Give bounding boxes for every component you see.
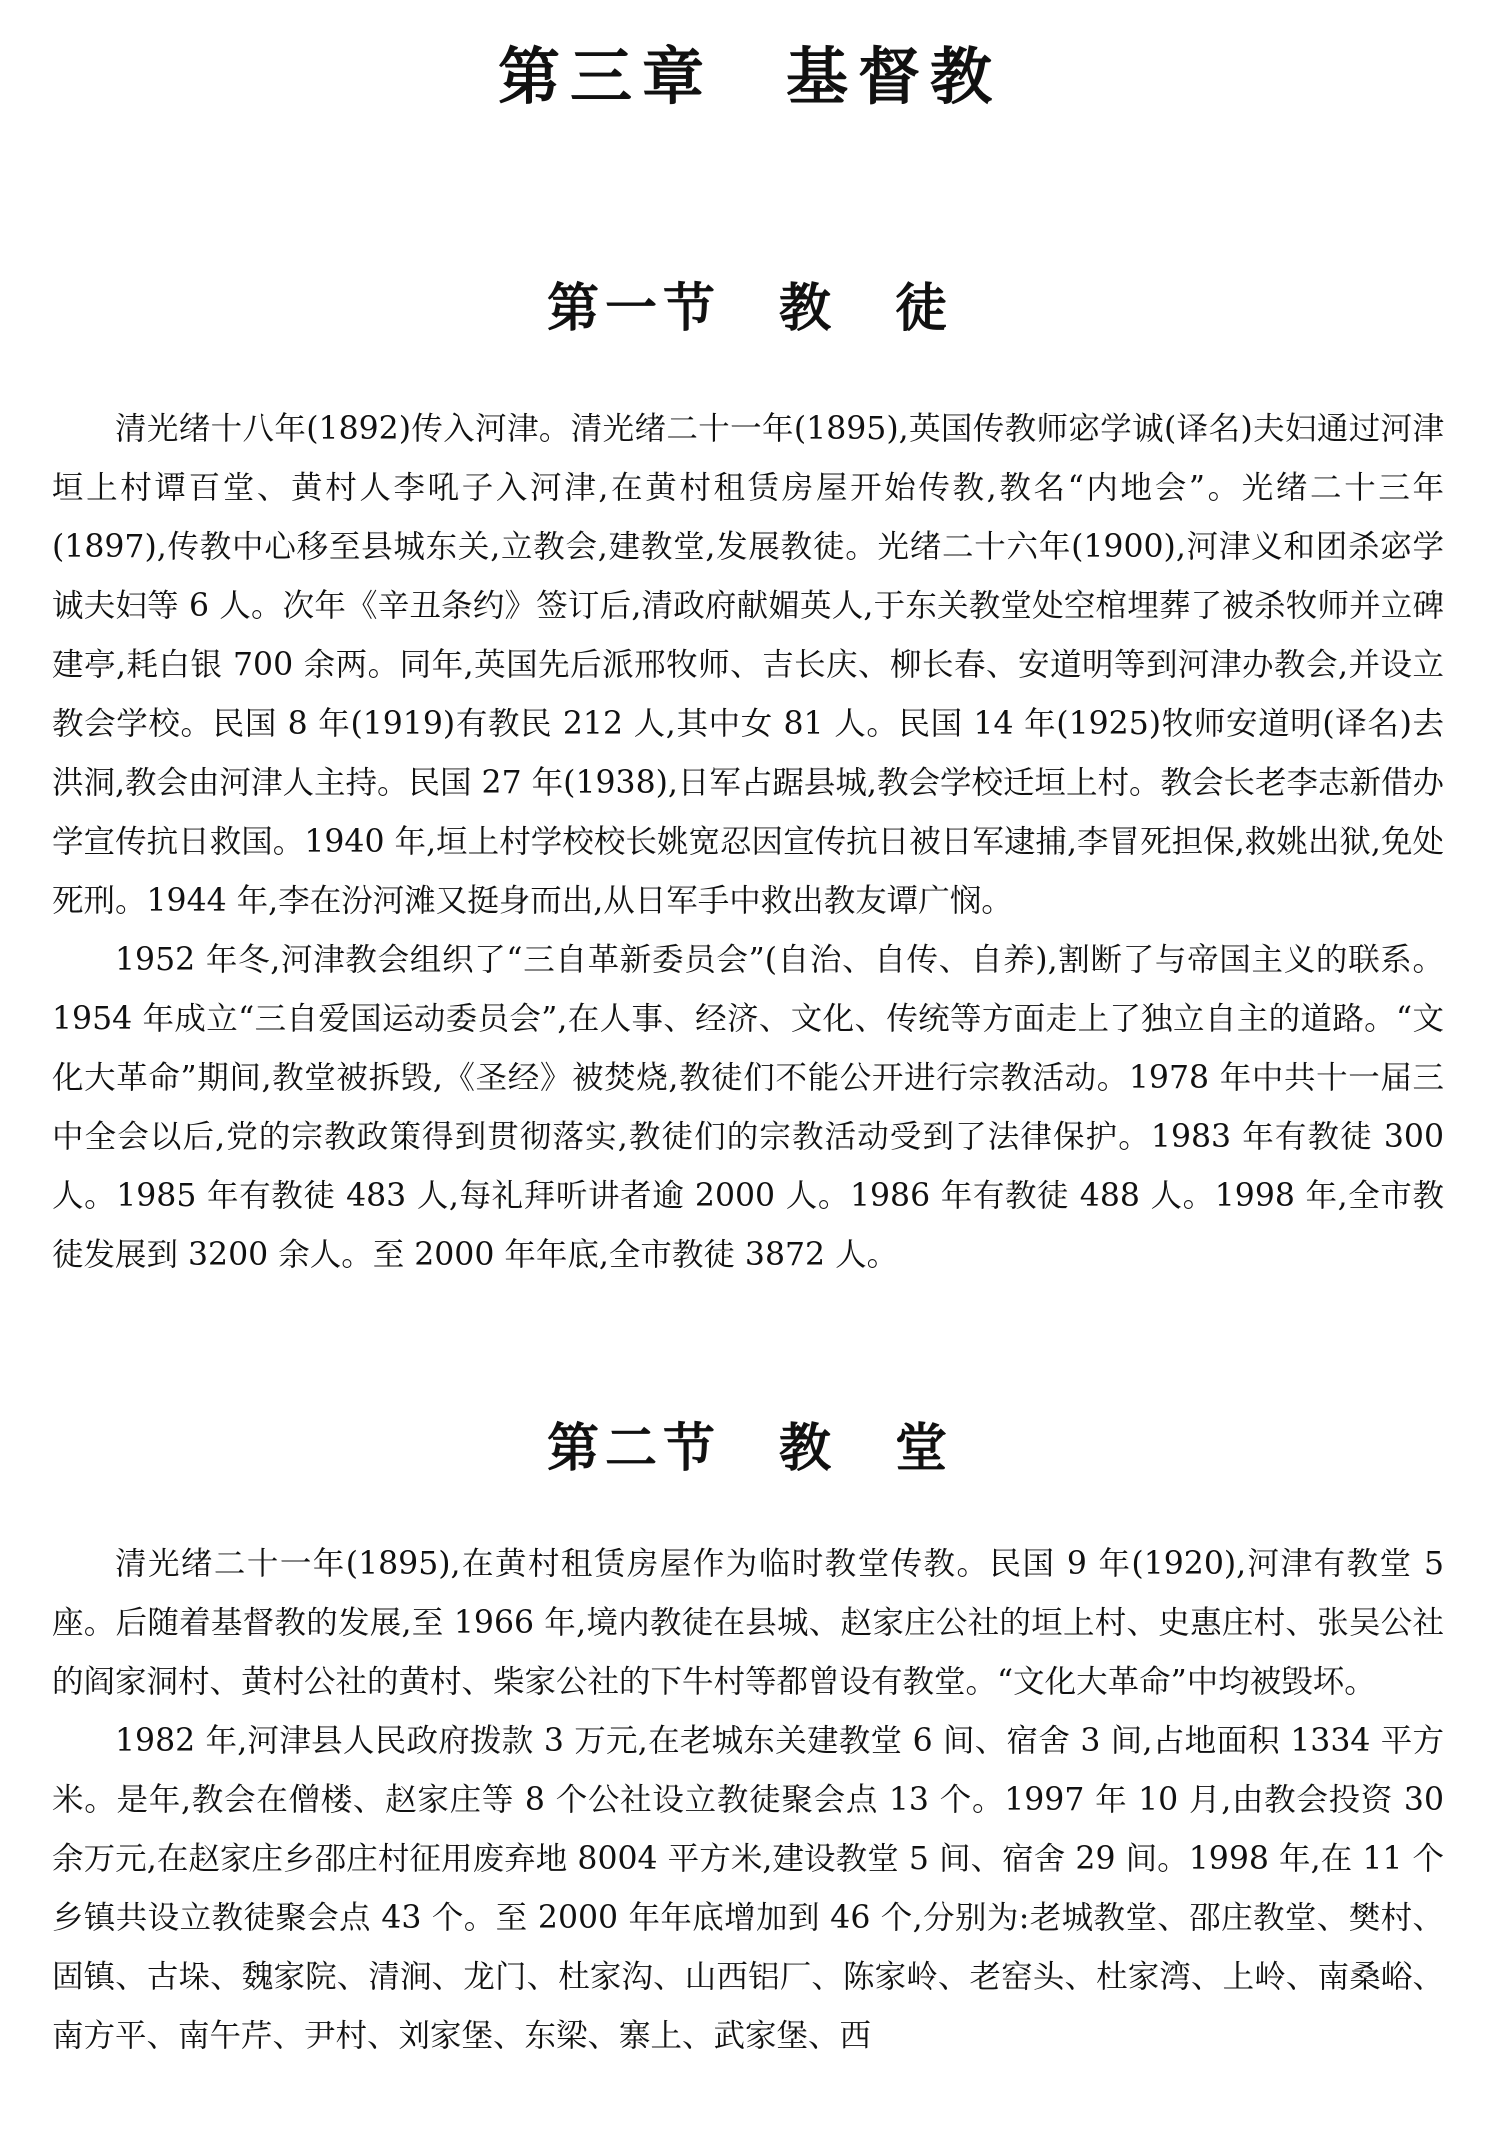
paragraph: 清光绪十八年(1892)传入河津。清光绪二十一年(1895),英国传教师宓学诚(译名)夫妇通过河津垣上村谭百堂、黄村人李吼子入河津,在黄村租赁房屋开始传教,教名“内地会”。光绪二十三年(1897),传教中心移至县城东关,立教会,建教堂,发展教徒。光绪二十六年(1900),河津义和团杀宓学诚夫妇等 6 人。次年《辛丑条约》签订后,清政府献媚英人,于东关教堂处空棺埋葬了被杀牧师并立碑建亭,耗白银 700 余两。同年,英国先后派邢牧师、吉长庆、柳长春、安道明等到河津办教会,并设立教会学校。民国 8 年(1919)有教民 212 人,其中女 81 人。民国 14 年(1925)牧师安道明(译名)去洪洞,教会由河津人主持。民国 27 年(1938),日军占踞县城,教会学校迁垣上村。教会长老李志新借办学宣传抗日救国。1940 年,垣上村学校校长姚宽忍因宣传抗日被日军逮捕,李冒死担保,救姚出狱,免处死刑。1944 年,李在汾河滩又挺身而出,从日军手中救出教友谭广悯。 — [52, 411, 1444, 919]
section-body-believers — [52, 400, 1444, 1285]
section-title-believers: 第一节 教 徒 — [546, 279, 953, 339]
paragraph: 1952 年冬,河津教会组织了“三自革新委员会”(自治、自传、自养),割断了与帝国主义的联系。1954 年成立“三自爱国运动委员会”,在人事、经济、文化、传统等方面走上了独立自主的道路。“文化大革命”期间,教堂被拆毁,《圣经》被焚烧,教徒们不能公开进行宗教活动。1978 年中共十一届三中全会以后,党的宗教政策得到贯彻落实,教徒们的宗教活动受到了法律保护。1983 年有教徒 300 人。1985 年有教徒 483 人,每礼拜听讲者逾 2000 人。1986 年有教徒 488 人。1998 年,全市教徒发展到 3200 余人。至 2000 年年底,全市教徒 3872 人。 — [52, 942, 1444, 1273]
section-title-churches: 第二节 教 堂 — [546, 1419, 953, 1479]
paragraph: 1982 年,河津县人民政府拨款 3 万元,在老城东关建教堂 6 间、宿舍 3 间,占地面积 1334 平方米。是年,教会在僧楼、赵家庄等 8 个公社设立教徒聚会点 13 个。1997 年 10 月,由教会投资 30 余万元,在赵家庄乡邵庄村征用废弃地 8004 平方米,建设教堂 5 间、宿舍 29 间。1998 年,在 11 个乡镇共设立教徒聚会点 43 个。至 2000 年年底增加到 46 个,分别为:老城教堂、邵庄教堂、樊村、固镇、古垛、魏家院、清涧、龙门、杜家沟、山西铝厂、陈家岭、老窑头、杜家湾、上岭、南桑峪、南方平、南午芹、尹村、刘家堡、东梁、寨上、武家堡、西 — [52, 1723, 1444, 2054]
paragraph: 清光绪二十一年(1895),在黄村租赁房屋作为临时教堂传教。民国 9 年(1920),河津有教堂 5 座。后随着基督教的发展,至 1966 年,境内教徒在县城、赵家庄公社的垣上村、史惠庄村、张吴公社的阎家洞村、黄村公社的黄村、柴家公社的下牛村等都曾设有教堂。“文化大革命”中均被毁坏。 — [52, 1546, 1444, 1700]
section-body-churches — [52, 1535, 1444, 2066]
chapter-title: 第三章 基督教 — [497, 40, 1002, 113]
